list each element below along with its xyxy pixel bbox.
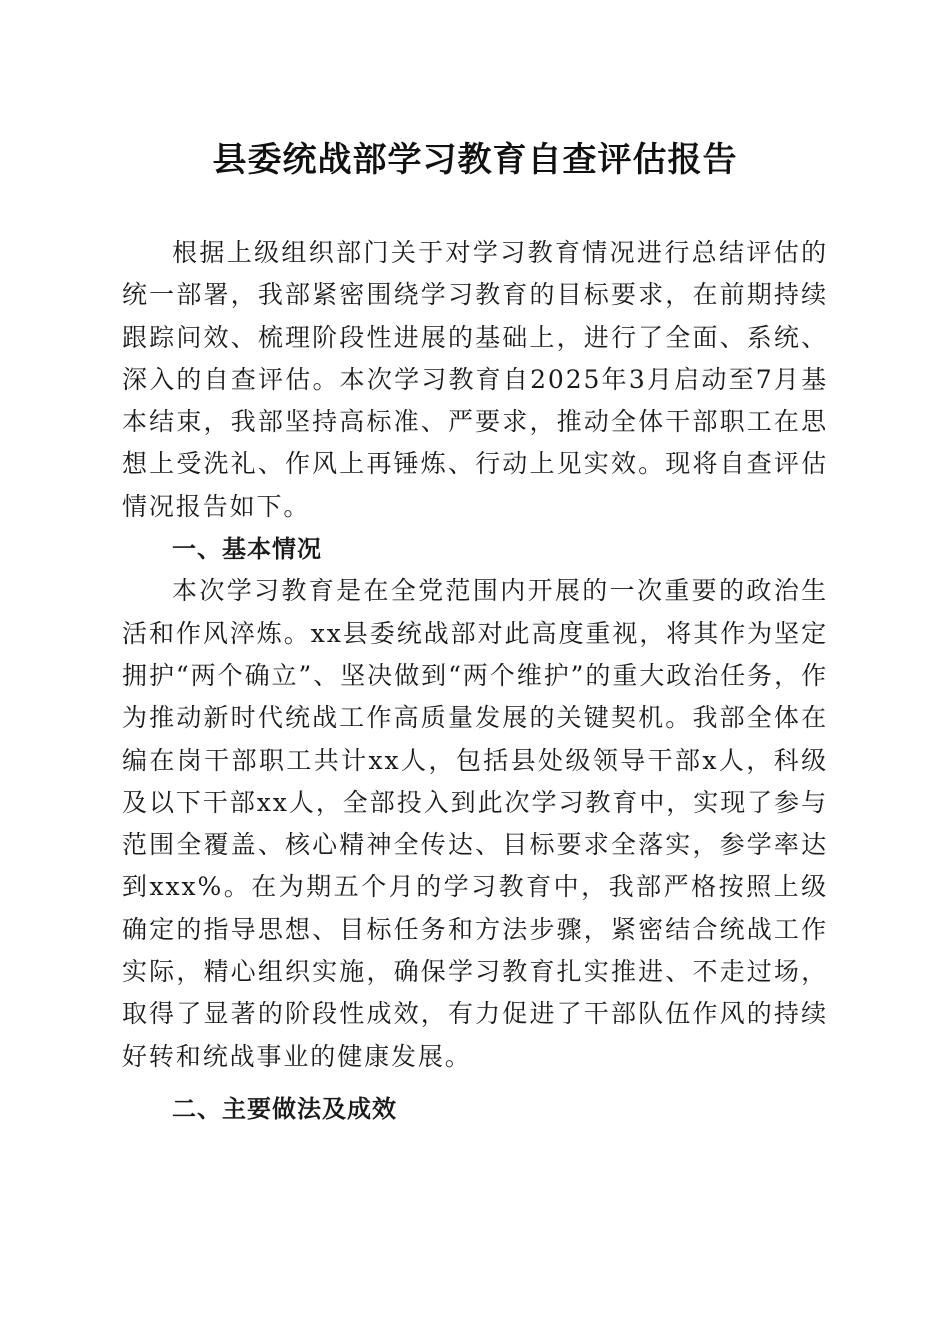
section-heading-basic-situation: 一、基本情况 — [172, 535, 322, 564]
document-body — [122, 232, 828, 1130]
intro-paragraph: 根据上级组织部门关于对学习教育情况进行总结评估的统一部署，我部紧密围绕学习教育的目标要求，在前期持续跟踪问效、梳理阶段性进展的基础上，进行了全面、系统、深入的自查评估。本次学习教育自2025年3月启动至7月基本结束，我部坚持高标准、严要求，推动全体干部职工在思想上受洗礼、作风上再锤炼、行动上见实效。现将自查评估情况报告如下。 — [122, 238, 828, 521]
section-paragraph-basic-situation: 本次学习教育是在全党范围内开展的一次重要的政治生活和作风淬炼。xx县委统战部对此高度重视，将其作为坚定拥护“两个确立”、坚决做到“两个维护”的重大政治任务，作为推动新时代统战工作高质量发展的关键契机。我部全体在编在岗干部职工共计xx人，包括县处级领导干部x人，科级及以下干部xx人，全部投入到此次学习教育中，实现了参与范围全覆盖、核心精神全传达、目标要求全落实，参学率达到xxx%。在为期五个月的学习教育中，我部严格按照上级确定的指导思想、目标任务和方法步骤，紧密结合统战工作实际，精心组织实施，确保学习教育扎实推进、不走过场，取得了显著的阶段性成效，有力促进了干部队伍作风的持续好转和统战事业的健康发展。 — [122, 576, 828, 1071]
document-title: 县委统战部学习教育自查评估报告 — [212, 140, 738, 180]
section-heading-main-practices: 二、主要做法及成效 — [172, 1094, 397, 1123]
